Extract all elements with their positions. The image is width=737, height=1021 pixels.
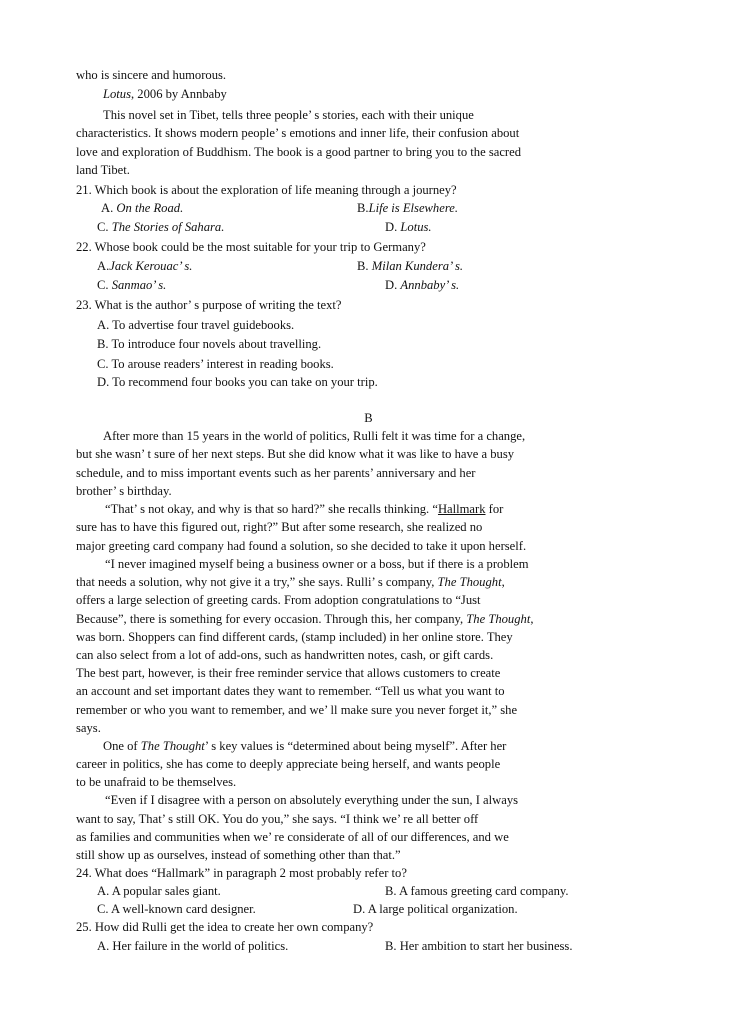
option-label: B. bbox=[357, 201, 369, 215]
text-line bbox=[76, 610, 533, 628]
company-name: The Thought bbox=[140, 739, 205, 753]
text-line: can also select from a lot of add-ons, such as handwritten notes, cash, or gift cards. bbox=[76, 648, 494, 662]
text-line: love and exploration of Buddhism. The book is a good partner to bring you to the sacred bbox=[76, 145, 522, 159]
text-line: schedule, and to miss important events such as her parents’ anniversary and her bbox=[76, 466, 476, 480]
option-text: Lotus. bbox=[400, 220, 432, 234]
option-text: Sanmao’ s. bbox=[111, 278, 167, 292]
text-run: Because”, there is something for every occasion. Through this, her company, bbox=[76, 612, 467, 626]
text-line: The best part, however, is their free reminder service that allows customers to create bbox=[76, 666, 501, 680]
question-stem: 21. Which book is about the exploration of life meaning through a journey? bbox=[76, 183, 457, 197]
company-name: The Thought bbox=[437, 575, 502, 589]
text-line: offers a large selection of greeting cards. From adoption congratulations to “Just bbox=[76, 593, 481, 607]
book-title-line bbox=[103, 85, 227, 103]
text-line: an account and set important dates they want to remember. “Tell us what you want to bbox=[76, 684, 505, 698]
option-a: A. To advertise four travel guidebooks. bbox=[97, 318, 295, 332]
option-a: A. A popular sales giant. bbox=[97, 884, 221, 898]
text-run: , bbox=[501, 575, 505, 589]
question-stem: 25. How did Rulli get the idea to create her own company? bbox=[76, 920, 374, 934]
option-label: C. bbox=[97, 278, 112, 292]
option-text: Jack Kerouac’ s. bbox=[109, 259, 193, 273]
text-line: sure has to have this figured out, right?” But after some research, she realized no bbox=[76, 520, 483, 534]
option-label: A. bbox=[101, 201, 117, 215]
text-line: major greeting card company had found a solution, so she decided to take it upon herself. bbox=[76, 539, 527, 553]
text-line: “Even if I disagree with a person on absolutely everything under the sun, I always bbox=[105, 793, 519, 807]
text-run: , bbox=[530, 612, 534, 626]
option-label: C. bbox=[97, 220, 112, 234]
book-byline: , 2006 by Annbaby bbox=[131, 87, 227, 101]
text-line: but she wasn’ t sure of her next steps. But she did know what it was like to have a busy bbox=[76, 447, 515, 461]
option-text: On the Road. bbox=[116, 201, 184, 215]
text-line: “I never imagined myself being a business owner or a boss, but if there is a problem bbox=[105, 557, 529, 571]
text-line: says. bbox=[76, 721, 101, 735]
option-c bbox=[97, 276, 166, 294]
text-line: brother’ s birthday. bbox=[76, 484, 172, 498]
text-line: want to say, That’ s still OK. You do you,” she says. “I think we’ re all better off bbox=[76, 812, 479, 826]
text-line bbox=[105, 500, 503, 518]
underlined-word: Hallmark bbox=[437, 502, 486, 516]
option-label: D. bbox=[385, 278, 401, 292]
option-b bbox=[357, 257, 463, 275]
text-run: for bbox=[485, 502, 504, 516]
option-b: B. To introduce four novels about travelling. bbox=[97, 337, 322, 351]
option-c: C. A well-known card designer. bbox=[97, 902, 256, 916]
text-run: that needs a solution, why not give it a try,” she says. Rulli’ s company, bbox=[76, 575, 438, 589]
text-line bbox=[103, 737, 506, 755]
text-line bbox=[76, 573, 505, 591]
question-stem: 22. Whose book could be the most suitable for your trip to Germany? bbox=[76, 240, 426, 254]
option-b: B. A famous greeting card company. bbox=[385, 884, 569, 898]
text-line: who is sincere and humorous. bbox=[76, 68, 227, 82]
option-label: B. bbox=[357, 259, 372, 273]
text-line: characteristics. It shows modern people’ s emotions and inner life, their confusion about bbox=[76, 126, 520, 140]
option-text: Life is Elsewhere. bbox=[368, 201, 458, 215]
company-name: The Thought bbox=[466, 612, 531, 626]
option-a: A. Her failure in the world of politics. bbox=[97, 939, 289, 953]
text-run: One of bbox=[103, 739, 141, 753]
text-line: This novel set in Tibet, tells three people’ s stories, each with their unique bbox=[103, 108, 474, 122]
section-heading: B bbox=[364, 411, 373, 425]
text-line: remember or who you want to remember, and we’ ll make sure you never forget it,” she bbox=[76, 703, 518, 717]
option-a bbox=[101, 199, 183, 217]
option-text: The Stories of Sahara. bbox=[111, 220, 225, 234]
option-c: C. To arouse readers’ interest in reading books. bbox=[97, 357, 334, 371]
text-line: land Tibet. bbox=[76, 163, 130, 177]
option-d: D. A large political organization. bbox=[353, 902, 518, 916]
text-line: was born. Shoppers can find different cards, (stamp included) in her online store. They bbox=[76, 630, 513, 644]
question-stem: 23. What is the author’ s purpose of writing the text? bbox=[76, 298, 342, 312]
text-line: career in politics, she has come to deeply appreciate being herself, and wants people bbox=[76, 757, 501, 771]
text-line: as families and communities when we’ re considerate of all of our differences, and we bbox=[76, 830, 509, 844]
option-d bbox=[385, 276, 459, 294]
option-c bbox=[97, 218, 224, 236]
option-text: Annbaby’ s. bbox=[400, 278, 460, 292]
text-line: to be unafraid to be themselves. bbox=[76, 775, 237, 789]
option-label: D. bbox=[385, 220, 401, 234]
option-d bbox=[385, 218, 432, 236]
question-stem: 24. What does “Hallmark” in paragraph 2 most probably refer to? bbox=[76, 866, 407, 880]
option-label: A. bbox=[97, 259, 110, 273]
book-title: Lotus bbox=[103, 87, 131, 101]
option-b bbox=[357, 199, 458, 217]
text-line: still show up as ourselves, instead of something other than that.” bbox=[76, 848, 401, 862]
option-d: D. To recommend four books you can take on your trip. bbox=[97, 375, 378, 389]
text-run: “That’ s not okay, and why is that so hard?” she recalls thinking. “ bbox=[105, 502, 438, 516]
text-line: After more than 15 years in the world of politics, Rulli felt it was time for a change, bbox=[103, 429, 526, 443]
option-a bbox=[97, 257, 192, 275]
option-text: Milan Kundera’ s. bbox=[371, 259, 464, 273]
text-run: ’ s key values is “determined about being myself”. After her bbox=[204, 739, 507, 753]
option-b: B. Her ambition to start her business. bbox=[385, 939, 573, 953]
